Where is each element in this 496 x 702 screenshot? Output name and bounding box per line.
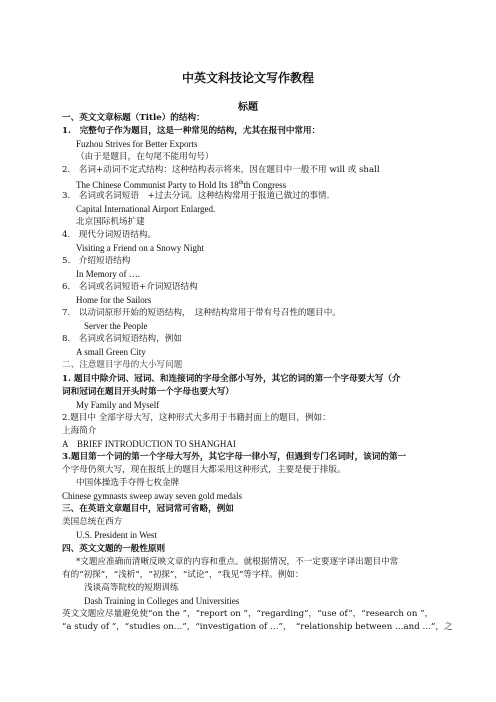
- example-translation: 北京国际机场扩建: [76, 217, 145, 227]
- item-3: 3. 名词或名词短语 +过去分词。这种结构常用于报道已做过的事情.: [62, 191, 330, 201]
- item-8: 8. 名词或名词短语结构，例如: [62, 334, 182, 344]
- heading-title-structure: 一、英文文章标题（Title）的结构：: [62, 113, 205, 123]
- example-line: The Chinese Communist Party to Hold Its 18thth Congress: [76, 180, 287, 190]
- example-translation: 浅谈高等院校的短期训练: [84, 583, 179, 593]
- principle-line-2: 有的“初探”，“浅析”，“初探”，“试论”，“我见”等字样。例如：: [62, 570, 304, 580]
- rule-1-line-2: 词和冠词在题目开头时第一个字母也要大写）: [62, 387, 234, 397]
- rule-3-line-1: 3.题目第一个词的第一个字母大写外，其它字母一律小写，但遇到专门名词时，该词的第一: [62, 452, 407, 462]
- example-translation: 美国总统在西方: [62, 517, 123, 527]
- rule-2: 2.题目中 全部字母大写，这种形式大多用于书籍封面上的题目，例如：: [62, 413, 331, 423]
- item-1-heading: 1. 完整句子作为题目，这是一种常见的结构，尤其在报刊中常用：: [62, 126, 321, 136]
- note-line: （由于是题目，在句尾不能用句号）: [76, 152, 214, 162]
- rule-1-line-1: 1. 题目中除介词、冠词、和连接词的字母全部小写外，其它的词的第一个字母要大写（介: [62, 374, 401, 384]
- example-line: In Memory of ….: [76, 269, 140, 279]
- example-line: Dash Training in Colleges and Universities: [84, 596, 240, 606]
- example-line: A small Green City: [76, 347, 146, 357]
- example-line: Chinese gymnasts sweep away seven gold medals: [62, 491, 242, 501]
- principle-line-1: *文题应准确而清晰反映文章的内容和重点。就根据情况，不一定要逐字译出题目中常: [76, 557, 399, 567]
- example-translation: 上海简介: [62, 426, 97, 436]
- principle-line-3: 英文文题应尽量避免使“on the ”，“report on ”，“regarding”，“use of”，“research on ”，: [62, 609, 434, 619]
- example-line: Home for the Sailors: [76, 295, 152, 305]
- example-line: Visiting a Friend on a Snowy Night: [76, 243, 204, 253]
- heading-capitalization: 二、注意题目字母的大小写问题: [62, 360, 183, 370]
- item-6: 6. 名词或名词短语+介词短语结构: [62, 282, 198, 292]
- item-7: 7. 以动词原形开始的短语结构， 这种结构常用于带有号召性的题目中。: [62, 308, 341, 318]
- example-line: U.S. President in West: [76, 530, 157, 540]
- heading-articles: 三、在英语文章题目中，冠词常可省略，例如: [62, 504, 234, 514]
- item-5: 5. 介绍短语结构: [62, 256, 131, 266]
- section-heading: 标题: [238, 102, 258, 113]
- example-translation: 中国体操选手夺得七枚金牌: [76, 478, 180, 488]
- example-line: A BRIEF INTRODUCTION TO SHANGHAI: [62, 439, 236, 449]
- document-title: 中英文科技论文写作教程: [181, 71, 314, 85]
- item-4: 4. 现代分词短语结构。: [62, 230, 157, 240]
- example-line: Capital International Airport Enlarged.: [76, 204, 216, 214]
- example-line: My Family and Myself: [76, 400, 160, 410]
- heading-principles: 四、英文文题的一般性原则: [62, 544, 166, 554]
- ordinal-suffix: th: [238, 180, 244, 186]
- example-line: Fuzhou Strives for Better Exports: [76, 139, 198, 149]
- principle-line-4: “a study of ”，“studies on…”，“investigation of …”， “relationship between …and …”，之: [62, 622, 453, 632]
- item-2: 2. 名词+动词不定式结构：这种结构表示将来，因在题目中一般不用 will 或 shall: [62, 165, 380, 175]
- rule-3-line-2: 个字母仍须大写，现在报纸上的题目大都采用这种形式，主要是便于排版。: [62, 465, 346, 475]
- example-line: Server the People: [84, 321, 148, 331]
